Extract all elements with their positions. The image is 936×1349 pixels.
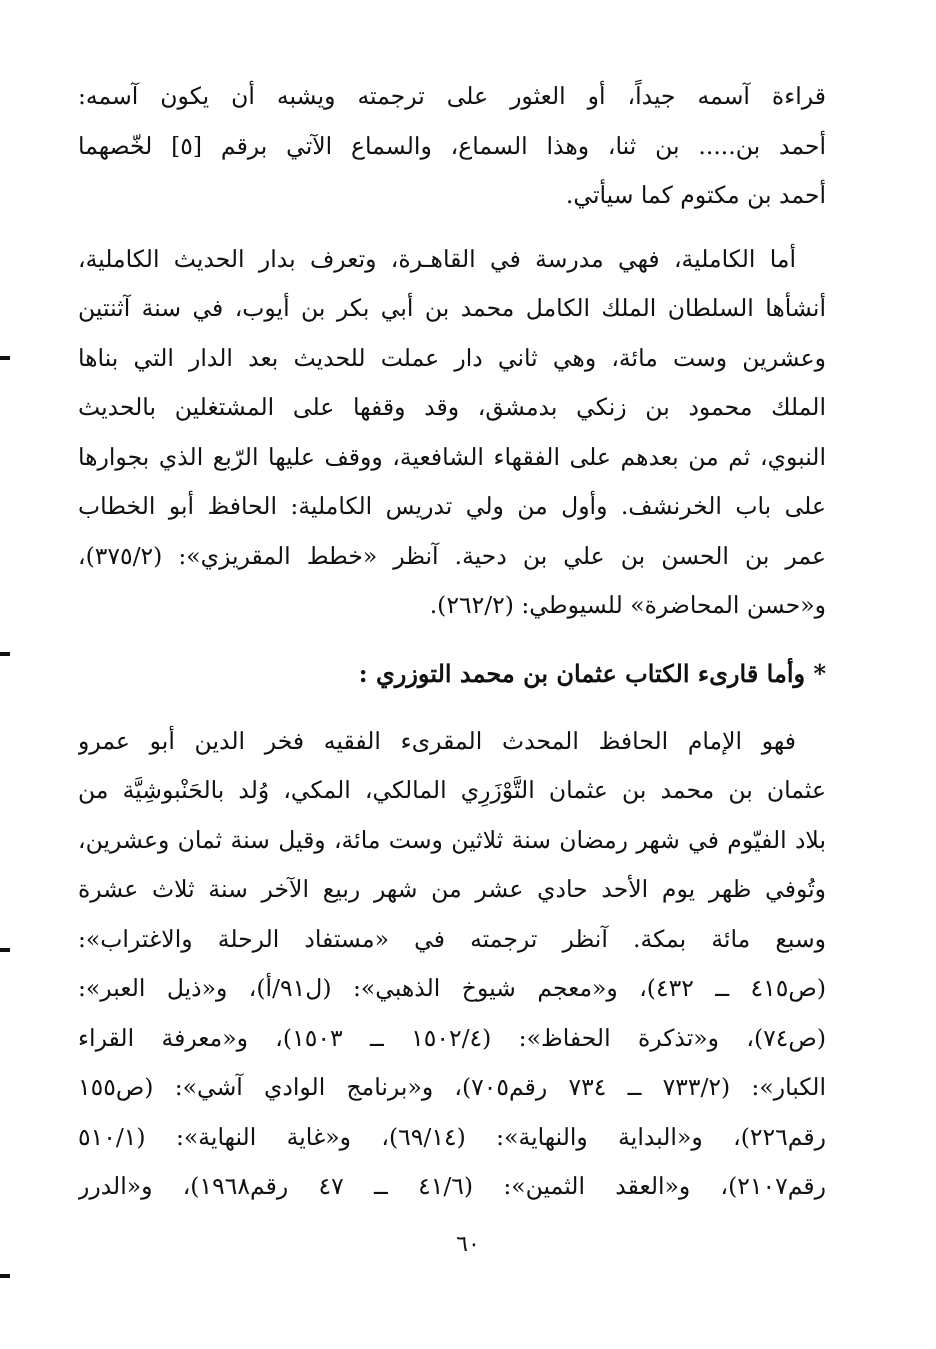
scan-edge-mark <box>0 1274 10 1278</box>
paragraph-1 <box>78 72 826 221</box>
text-line: أحمد بن..... بن ثنا، وهذا السماع، والسماع الآتي برقم [٥] لخّصهما <box>78 131 826 160</box>
text-line: (ص٧٤)، و«تذكرة الحفاظ»: (١٥٠٢/٤ ــ ١٥٠٣)، و«معرفة القراء <box>78 1023 826 1052</box>
text-line: رقم٢٢٦)، و«البداية والنهاية»: (٦٩/١٤)، و«غاية النهاية»: (٥١٠/١ <box>78 1122 826 1151</box>
text-line: أحمد بن مكتوم كما سيأتي. <box>565 181 826 209</box>
text-line: الكبار»: (٧٣٣/٢ ــ ٧٣٤ رقم٧٠٥)، و«برنامج الوادي آشي»: (ص١٥٥ <box>78 1073 826 1101</box>
text-line: فهو الإمام الحافظ المحدث المقرىء الفقيه فخر الدين أبو عمرو <box>78 726 796 755</box>
scan-edge-mark <box>0 652 10 656</box>
scan-edge-mark <box>0 356 10 360</box>
text-line: بلاد الفيّوم في شهر رمضان سنة ثلاثين وست مائة، وقيل سنة ثمان وعشرين، <box>78 825 826 854</box>
page-number: ٦٠ <box>456 1232 480 1257</box>
text-line: أنشأها السلطان الملك الكامل محمد بن أبي بكر بن أيوب، في سنة آثنتين <box>78 294 826 322</box>
scan-edge-mark <box>0 948 10 952</box>
section-heading: * وأما قارىء الكتاب عثمان بن محمد التوزري : <box>358 658 826 688</box>
text-line: وسبع مائة بمكة. آنظر ترجمته في «مستفاد الرحلة والاغتراب»: <box>78 924 826 953</box>
text-line: عثمان بن محمد بن عثمان التَّوْزَرِي المالكي، المكي، وُلد بالحَنْبوشِيَّة من <box>78 776 826 804</box>
text-line: أما الكاملية، فهي مدرسة في القاهـرة، وتعرف بدار الحديث الكاملية، <box>78 244 796 273</box>
text-line: (ص٤١٥ ــ ٤٣٢)، و«معجم شيوخ الذهبي»: (ل٩١/أ)، و«ذيل العبر»: <box>78 974 826 1002</box>
text-line: وتُوفي ظهر يوم الأحد حادي عشر من شهر ربيع الآخر سنة ثلاث عشرة <box>78 875 826 903</box>
paragraph-3 <box>78 717 826 1212</box>
text-line: عمر بن الحسن بن علي بن دحية. آنظر «خطط المقريزي»: (٣٧٥/٢)، <box>78 541 826 570</box>
text-line: على باب الخرنشف. وأول من ولي تدريس الكاملية: الحافظ أبو الخطاب <box>78 492 826 520</box>
text-line: الملك محمود بن زنكي بدمشق، وقد وقفها على المشتغلين بالحديث <box>78 393 826 421</box>
page-body <box>78 72 826 1212</box>
paragraph-2 <box>78 235 826 631</box>
text-line: قراءة آسمه جيداً، أو العثور على ترجمته ويشبه أن يكون آسمه: <box>78 82 826 110</box>
text-line: و«حسن المحاضرة» للسيوطي: (٢٦٢/٢). <box>429 591 826 619</box>
text-line: النبوي، ثم من بعدهم على الفقهاء الشافعية، ووقف عليها الرّبع الذي بجوارها <box>78 442 826 471</box>
text-line: رقم٢١٠٧)، و«العقد الثمين»: (٤١/٦ ــ ٤٧ رقم١٩٦٨)، و«الدرر <box>78 1172 826 1200</box>
text-line: وعشرين وست مائة، وهي ثاني دار عملت للحديث بعد الدار التي بناها <box>78 343 826 372</box>
